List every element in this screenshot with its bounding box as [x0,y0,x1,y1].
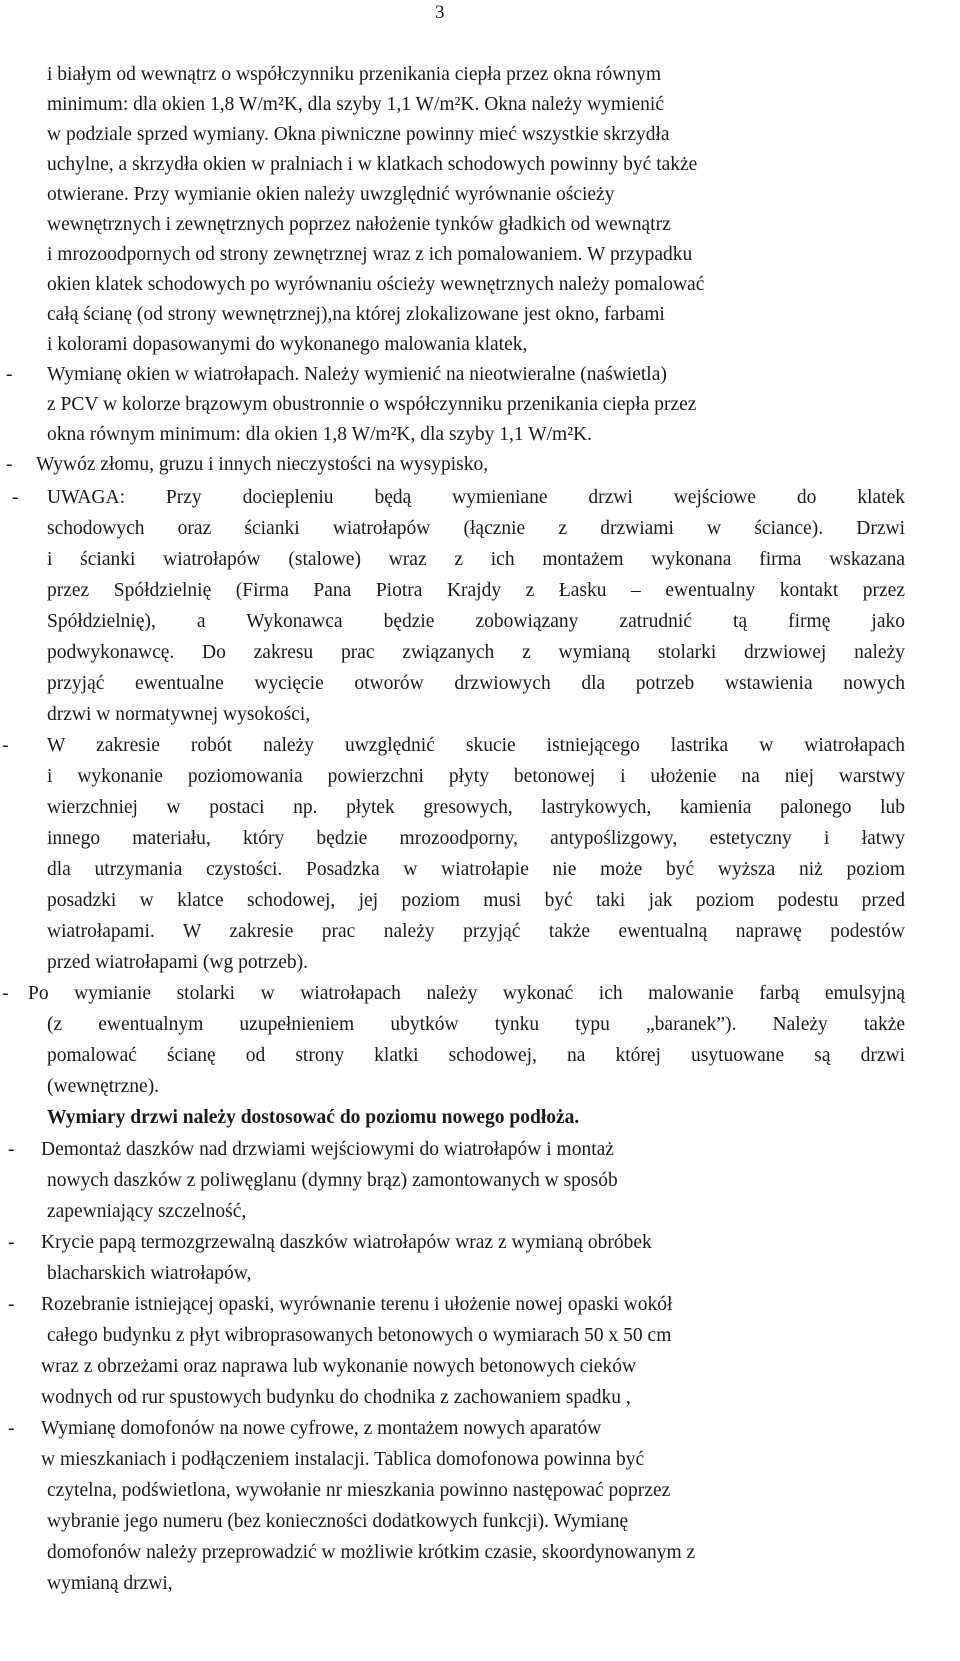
text-line: i wykonanie poziomowania powierzchni płyty betonowej i ułożenie na niej warstwy [47,766,905,787]
text-line: Po wymianie stolarki w wiatrołapach należy wykonać ich malowanie farbą emulsyjną [28,983,905,1004]
text-line: innego materiału, który będzie mrozoodporny, antypoślizgowy, estetyczny i łatwy [47,828,905,849]
text-line: blacharskich wiatrołapów, [47,1263,252,1284]
bullet-dash: - [8,1294,15,1315]
text-line: podwykonawcę. Do zakresu prac związanych z wymianą stolarki drzwiowej należy [47,642,905,663]
text-line: okna równym minimum: dla okien 1,8 W/m²K, dla szyby 1,1 W/m²K. [47,424,593,445]
text-line: schodowych oraz ścianki wiatrołapów (łącznie z drzwiami w ściance). Drzwi [47,518,905,539]
text-line: nowych daszków z poliwęglanu (dymny brąz) zamontowanych w sposób [47,1170,618,1191]
text-line: w mieszkaniach i podłączeniem instalacji. Tablica domofonowa powinna być [41,1449,645,1470]
text-line: wierzchniej w postaci np. płytek gresowych, lastrykowych, kamienia palonego lub [47,797,905,818]
text-line: posadzki w klatce schodowej, jej poziom musi być taki jak poziom podestu przed [47,890,905,911]
bullet-dash: - [12,487,19,508]
text-line: i białym od wewnątrz o współczynniku przenikania ciepła przez okna równym [47,64,662,85]
text-line: Spółdzielnię), a Wykonawca będzie zobowiązany zatrudnić tą firmę jako [47,611,905,632]
bold-note: Wymiary drzwi należy dostosować do poziomu nowego podłoża. [47,1107,580,1128]
text-line: W zakresie robót należy uwzględnić skucie istniejącego lastrika w wiatrołapach [47,735,905,756]
text-line: Demontaż daszków nad drzwiami wejściowymi do wiatrołapów i montaż [41,1139,614,1160]
text-line: wiatrołapami. W zakresie prac należy przyjąć także ewentualną naprawę podestów [47,921,905,942]
bullet-dash: - [8,1139,15,1160]
text-line: przed wiatrołapami (wg potrzeb). [47,952,308,973]
text-line: okien klatek schodowych po wyrównaniu ościeży wewnętrznych należy pomalować [47,274,705,295]
bullet-dash: - [2,735,9,756]
text-line: otwierane. Przy wymianie okien należy uwzględnić wyrównanie ościeży [47,184,615,205]
text-line: wymianą drzwi, [47,1573,173,1594]
text-line: z PCV w kolorze brązowym obustronnie o współczynniku przenikania ciepła przez [47,394,697,415]
text-line: (wewnętrzne). [47,1076,160,1097]
text-line: czytelna, podświetlona, wywołanie nr mieszkania powinno następować poprzez [47,1480,671,1501]
text-line: UWAGA: Przy dociepleniu będą wymieniane drzwi wejściowe do klatek [47,487,905,508]
text-line: Wymianę domofonów na nowe cyfrowe, z montażem nowych aparatów [41,1418,602,1439]
text-line: całą ścianę (od strony wewnętrznej),na której zlokalizowane jest okno, farbami [47,304,665,325]
bullet-dash: - [8,1232,15,1253]
text-line: uchylne, a skrzydła okien w pralniach i w klatkach schodowych powinny być także [47,154,698,175]
bullet-dash: - [6,454,13,475]
text-line: i ścianki wiatrołapów (stalowe) wraz z ich montażem wykonana firma wskazana [47,549,905,570]
text-line: domofonów należy przeprowadzić w możliwie krótkim czasie, skoordynowanym z [47,1542,696,1563]
text-line: w podziale sprzed wymiany. Okna piwniczne powinny mieć wszystkie skrzydła [47,124,670,145]
text-line: drzwi w normatywnej wysokości, [47,704,311,725]
page-number: 3 [435,2,445,23]
text-line: przyjąć ewentualne wycięcie otworów drzwiowych dla potrzeb wstawienia nowych [47,673,905,694]
text-line: i kolorami dopasowanymi do wykonanego malowania klatek, [47,334,528,355]
text-line: Rozebranie istniejącej opaski, wyrównanie terenu i ułożenie nowej opaski wokół [41,1294,673,1315]
text-line: zapewniający szczelność, [47,1201,247,1222]
text-line: całego budynku z płyt wibroprasowanych betonowych o wymiarach 50 x 50 cm [47,1325,672,1346]
text-line: wewnętrznych i zewnętrznych poprzez nałożenie tynków gładkich od wewnątrz [47,214,671,235]
text-line: (z ewentualnym uzupełnieniem ubytków tynku typu „baranek”). Należy także [47,1014,905,1035]
text-line: Wymianę okien w wiatrołapach. Należy wymienić na nieotwieralne (naświetla) [47,364,667,385]
text-line: przez Spółdzielnię (Firma Pana Piotra Krajdy z Łasku – ewentualny kontakt przez [47,580,905,601]
bullet-dash: - [6,364,13,385]
text-line: i mrozoodpornych od strony zewnętrznej wraz z ich pomalowaniem. W przypadku [47,244,693,265]
bullet-dash: - [2,983,9,1004]
text-line: Krycie papą termozgrzewalną daszków wiatrołapów wraz z wymianą obróbek [41,1232,652,1253]
text-line: wodnych od rur spustowych budynku do chodnika z zachowaniem spadku , [41,1387,631,1408]
text-line: dla utrzymania czystości. Posadzka w wiatrołapie nie może być wyższa niż poziom [47,859,905,880]
text-line: wraz z obrzeżami oraz naprawa lub wykonanie nowych betonowych cieków [41,1356,637,1377]
text-line: pomalować ścianę od strony klatki schodowej, na której usytuowane są drzwi [47,1045,905,1066]
text-line: minimum: dla okien 1,8 W/m²K, dla szyby 1,1 W/m²K. Okna należy wymienić [47,94,664,115]
text-line: wybranie jego numeru (bez konieczności dodatkowych funkcji). Wymianę [47,1511,629,1532]
bullet-dash: - [8,1418,15,1439]
text-line: Wywóz złomu, gruzu i innych nieczystości na wysypisko, [36,454,489,475]
